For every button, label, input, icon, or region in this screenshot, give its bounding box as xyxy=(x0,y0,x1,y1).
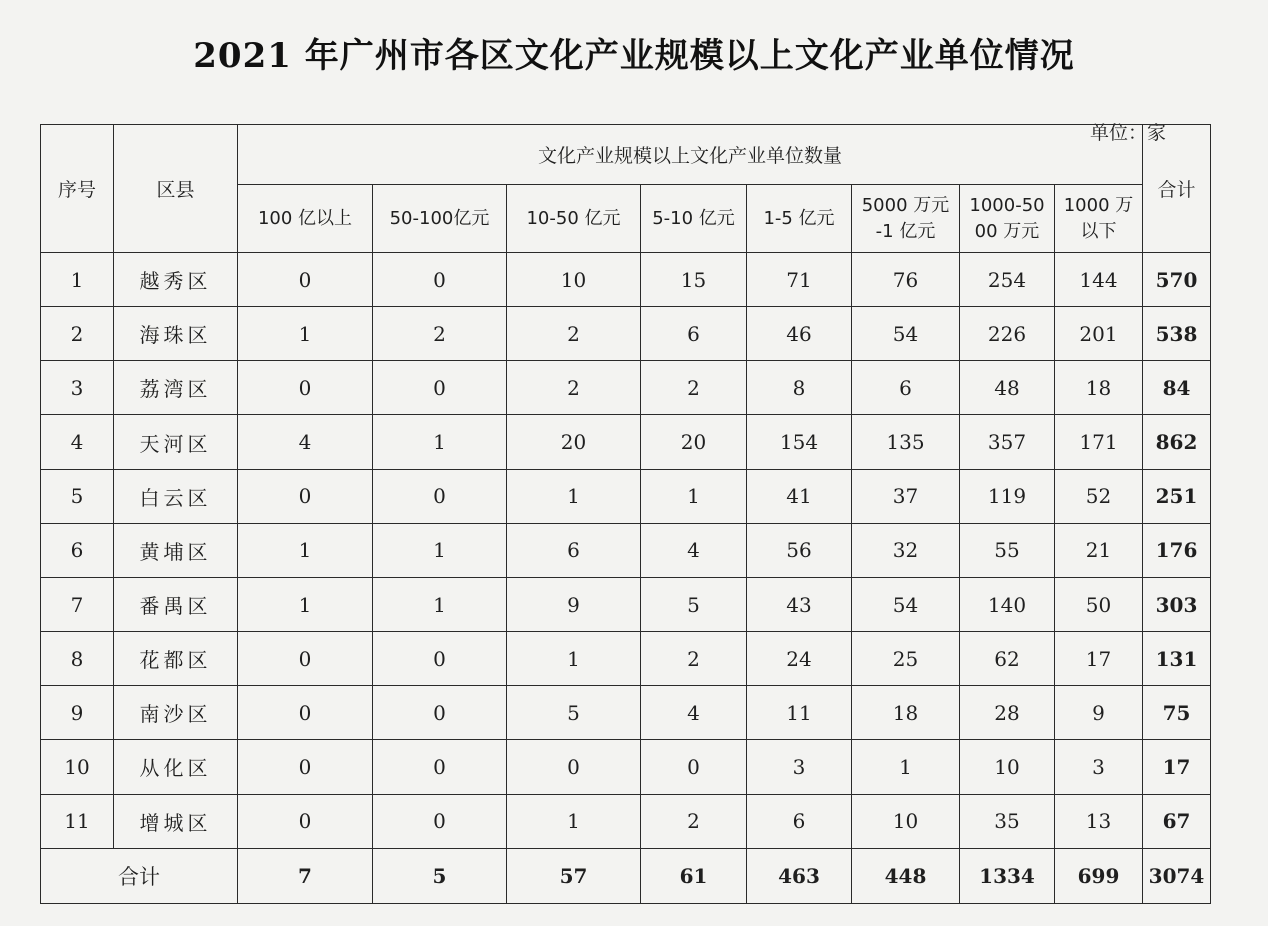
row-total: 131 xyxy=(1143,632,1211,686)
row-value: 226 xyxy=(960,307,1055,361)
row-value: 10 xyxy=(507,253,641,307)
row-value: 0 xyxy=(238,740,373,794)
row-value: 2 xyxy=(641,361,747,415)
row-value: 20 xyxy=(507,415,641,469)
row-value: 0 xyxy=(373,740,507,794)
subheader-line: 50-100亿元 xyxy=(389,207,490,229)
row-value: 5 xyxy=(641,577,747,631)
table-row xyxy=(41,361,1211,415)
row-value: 0 xyxy=(238,686,373,740)
subheader-line: 以下 xyxy=(1080,220,1117,242)
row-value: 119 xyxy=(960,469,1055,523)
row-district: 番禺区 xyxy=(114,577,238,631)
row-value: 20 xyxy=(641,415,747,469)
row-seq: 11 xyxy=(41,794,114,848)
subheader-line: 1000-50 xyxy=(969,194,1045,216)
row-value: 10 xyxy=(852,794,960,848)
row-value: 6 xyxy=(641,307,747,361)
row-district: 天河区 xyxy=(114,415,238,469)
row-district: 海珠区 xyxy=(114,307,238,361)
row-value: 21 xyxy=(1055,523,1143,577)
unit-note: 单位：家 xyxy=(1090,122,1167,144)
row-seq: 8 xyxy=(41,632,114,686)
row-value: 0 xyxy=(641,740,747,794)
row-value: 0 xyxy=(373,469,507,523)
row-seq: 10 xyxy=(41,740,114,794)
table-row xyxy=(41,523,1211,577)
row-value: 1 xyxy=(507,632,641,686)
subheader-col-6 xyxy=(852,185,960,253)
row-value: 1 xyxy=(238,523,373,577)
summary-value: 1334 xyxy=(960,848,1055,903)
row-value: 2 xyxy=(507,361,641,415)
summary-value: 448 xyxy=(852,848,960,903)
row-seq: 9 xyxy=(41,686,114,740)
row-value: 1 xyxy=(507,794,641,848)
summary-value: 57 xyxy=(507,848,641,903)
table-row xyxy=(41,577,1211,631)
row-seq: 5 xyxy=(41,469,114,523)
row-value: 1 xyxy=(238,577,373,631)
row-total: 570 xyxy=(1143,253,1211,307)
row-district: 增城区 xyxy=(114,794,238,848)
row-value: 62 xyxy=(960,632,1055,686)
row-value: 41 xyxy=(747,469,852,523)
subheader-col-8 xyxy=(1055,185,1143,253)
row-value: 0 xyxy=(373,632,507,686)
subheader-col-4 xyxy=(641,185,747,253)
row-seq: 3 xyxy=(41,361,114,415)
row-district: 荔湾区 xyxy=(114,361,238,415)
row-value: 171 xyxy=(1055,415,1143,469)
row-value: 6 xyxy=(852,361,960,415)
row-district: 白云区 xyxy=(114,469,238,523)
row-total: 84 xyxy=(1143,361,1211,415)
page-title: 2021 年广州市各区文化产业规模以上文化产业单位情况 xyxy=(193,36,1075,76)
row-value: 144 xyxy=(1055,253,1143,307)
table-row xyxy=(41,632,1211,686)
row-value: 9 xyxy=(1055,686,1143,740)
row-value: 32 xyxy=(852,523,960,577)
row-value: 56 xyxy=(747,523,852,577)
row-value: 18 xyxy=(1055,361,1143,415)
row-total: 251 xyxy=(1143,469,1211,523)
row-value: 0 xyxy=(238,253,373,307)
subheader-line: 5000 万元 xyxy=(861,194,950,216)
subheader-col-7 xyxy=(960,185,1055,253)
row-value: 1 xyxy=(373,415,507,469)
subheader-line: 5-10 亿元 xyxy=(652,207,735,229)
row-total: 303 xyxy=(1143,577,1211,631)
row-value: 5 xyxy=(507,686,641,740)
row-value: 3 xyxy=(1055,740,1143,794)
row-value: 9 xyxy=(507,577,641,631)
row-district: 黄埔区 xyxy=(114,523,238,577)
row-value: 54 xyxy=(852,577,960,631)
row-value: 0 xyxy=(373,686,507,740)
row-value: 25 xyxy=(852,632,960,686)
row-value: 52 xyxy=(1055,469,1143,523)
row-value: 28 xyxy=(960,686,1055,740)
table-row xyxy=(41,740,1211,794)
row-total: 862 xyxy=(1143,415,1211,469)
subheader-col-2 xyxy=(373,185,507,253)
row-value: 1 xyxy=(641,469,747,523)
row-total: 67 xyxy=(1143,794,1211,848)
header-seq: 序号 xyxy=(41,125,114,253)
table-row xyxy=(41,686,1211,740)
row-value: 0 xyxy=(238,632,373,686)
row-value: 48 xyxy=(960,361,1055,415)
row-value: 4 xyxy=(641,686,747,740)
row-value: 201 xyxy=(1055,307,1143,361)
row-value: 8 xyxy=(747,361,852,415)
row-value: 6 xyxy=(747,794,852,848)
data-table xyxy=(40,124,1211,904)
row-value: 71 xyxy=(747,253,852,307)
row-value: 0 xyxy=(507,740,641,794)
row-value: 1 xyxy=(507,469,641,523)
row-value: 0 xyxy=(238,794,373,848)
row-value: 43 xyxy=(747,577,852,631)
row-value: 0 xyxy=(373,361,507,415)
subheader-line: 10-50 亿元 xyxy=(526,207,621,229)
row-value: 6 xyxy=(507,523,641,577)
row-value: 0 xyxy=(238,361,373,415)
row-value: 4 xyxy=(641,523,747,577)
row-value: 2 xyxy=(507,307,641,361)
summary-value: 61 xyxy=(641,848,747,903)
row-value: 15 xyxy=(641,253,747,307)
row-value: 24 xyxy=(747,632,852,686)
row-value: 50 xyxy=(1055,577,1143,631)
row-value: 1 xyxy=(373,577,507,631)
row-value: 2 xyxy=(373,307,507,361)
row-value: 0 xyxy=(373,253,507,307)
row-value: 2 xyxy=(641,632,747,686)
row-district: 越秀区 xyxy=(114,253,238,307)
table-row xyxy=(41,415,1211,469)
row-value: 10 xyxy=(960,740,1055,794)
subheader-col-3 xyxy=(507,185,641,253)
header-district: 区县 xyxy=(114,125,238,253)
row-value: 0 xyxy=(373,794,507,848)
row-value: 76 xyxy=(852,253,960,307)
header-total: 合计 xyxy=(1143,125,1211,253)
summary-total: 3074 xyxy=(1143,848,1211,903)
row-total: 538 xyxy=(1143,307,1211,361)
subheader-line: 00 万元 xyxy=(974,220,1040,242)
row-value: 1 xyxy=(852,740,960,794)
table-row xyxy=(41,253,1211,307)
row-district: 从化区 xyxy=(114,740,238,794)
row-value: 4 xyxy=(238,415,373,469)
row-value: 357 xyxy=(960,415,1055,469)
summary-value: 7 xyxy=(238,848,373,903)
subheader-col-5 xyxy=(747,185,852,253)
row-value: 1 xyxy=(373,523,507,577)
subheader-line: 1000 万 xyxy=(1063,194,1134,216)
row-value: 11 xyxy=(747,686,852,740)
summary-value: 5 xyxy=(373,848,507,903)
row-value: 135 xyxy=(852,415,960,469)
subheader-line: -1 亿元 xyxy=(875,220,936,242)
header-group: 文化产业规模以上文化产业单位数量 xyxy=(238,125,1143,185)
row-value: 55 xyxy=(960,523,1055,577)
table-row xyxy=(41,469,1211,523)
row-value: 18 xyxy=(852,686,960,740)
row-seq: 2 xyxy=(41,307,114,361)
row-value: 254 xyxy=(960,253,1055,307)
row-seq: 6 xyxy=(41,523,114,577)
subheader-line: 1-5 亿元 xyxy=(763,207,835,229)
table-row xyxy=(41,307,1211,361)
row-seq: 1 xyxy=(41,253,114,307)
table-row xyxy=(41,794,1211,848)
row-value: 54 xyxy=(852,307,960,361)
row-value: 154 xyxy=(747,415,852,469)
summary-label: 合计 xyxy=(41,848,238,903)
row-value: 35 xyxy=(960,794,1055,848)
row-seq: 4 xyxy=(41,415,114,469)
row-district: 花都区 xyxy=(114,632,238,686)
row-value: 46 xyxy=(747,307,852,361)
row-value: 2 xyxy=(641,794,747,848)
row-district: 南沙区 xyxy=(114,686,238,740)
row-value: 3 xyxy=(747,740,852,794)
row-value: 17 xyxy=(1055,632,1143,686)
summary-value: 463 xyxy=(747,848,852,903)
row-value: 0 xyxy=(238,469,373,523)
row-value: 1 xyxy=(238,307,373,361)
row-total: 176 xyxy=(1143,523,1211,577)
subheader-line: 100 亿以上 xyxy=(257,207,353,229)
summary-row xyxy=(41,848,1211,903)
row-seq: 7 xyxy=(41,577,114,631)
row-total: 17 xyxy=(1143,740,1211,794)
table-body xyxy=(41,253,1211,904)
summary-value: 699 xyxy=(1055,848,1143,903)
row-value: 140 xyxy=(960,577,1055,631)
subheader-col-1 xyxy=(238,185,373,253)
row-value: 13 xyxy=(1055,794,1143,848)
row-value: 37 xyxy=(852,469,960,523)
row-total: 75 xyxy=(1143,686,1211,740)
